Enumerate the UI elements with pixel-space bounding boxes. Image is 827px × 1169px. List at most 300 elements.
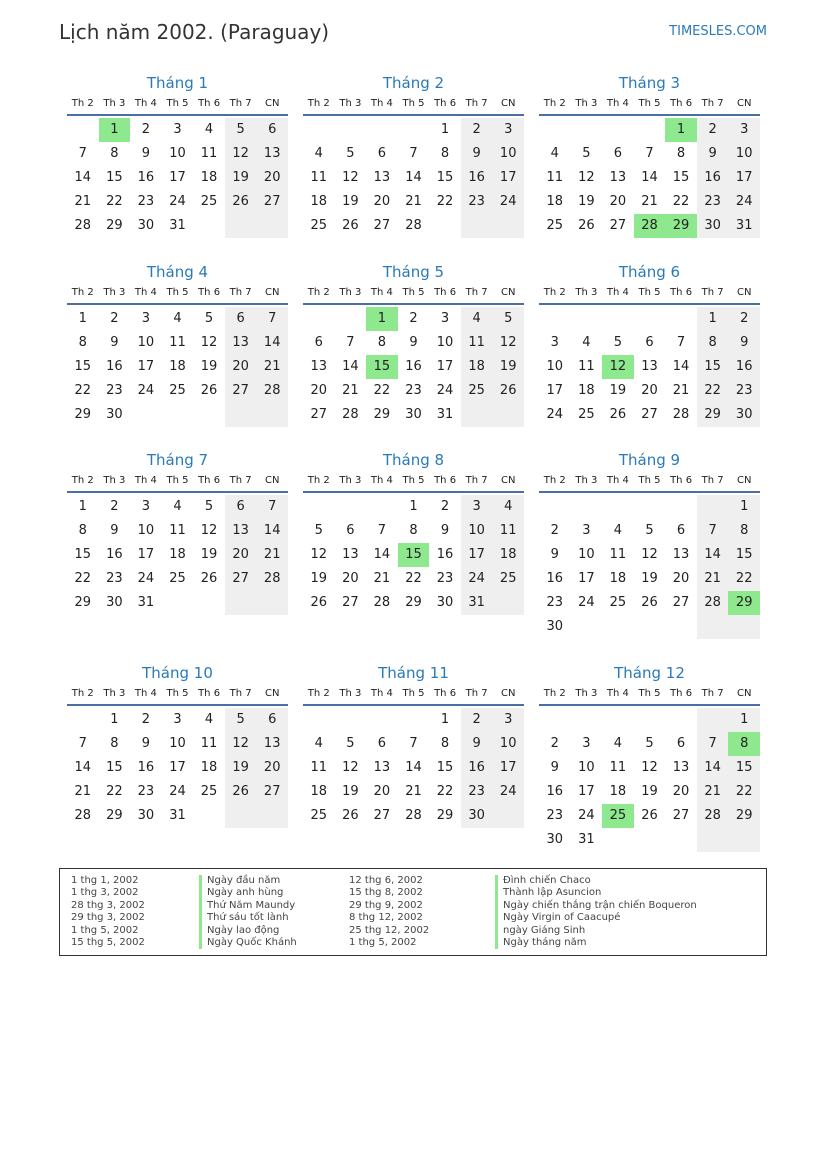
day-cell: 20 bbox=[256, 756, 288, 780]
empty-day-cell bbox=[67, 708, 99, 732]
day-cell: 28 bbox=[405, 218, 422, 233]
day-cell: 29 bbox=[74, 595, 92, 610]
legend-date: 25 thg 12, 2002 bbox=[349, 924, 430, 936]
empty-day-cell bbox=[634, 307, 666, 331]
day-cell: 5 bbox=[204, 499, 214, 514]
month-calendar bbox=[303, 261, 524, 427]
day-cell: 16 bbox=[546, 571, 564, 586]
day-cell: 5 bbox=[314, 523, 323, 538]
day-cell: 25 bbox=[169, 383, 186, 398]
day-cell: 4 bbox=[314, 146, 323, 161]
day-cell: 16 bbox=[546, 784, 564, 799]
day-cell: 26 bbox=[641, 808, 658, 823]
day-cell: 24 bbox=[436, 383, 454, 398]
day-cell: 23 bbox=[546, 808, 564, 823]
day-cell: 16 bbox=[461, 166, 493, 190]
day-cell: 17 bbox=[137, 547, 155, 562]
day-cell: 30 bbox=[697, 214, 729, 238]
day-cell: 26 bbox=[641, 595, 658, 610]
day-cell: 8 bbox=[440, 146, 450, 161]
empty-day-cell bbox=[697, 615, 729, 639]
day-cell: 4 bbox=[550, 146, 559, 161]
day-cell: 21 bbox=[256, 355, 288, 379]
month-title: Tháng 1 bbox=[146, 74, 209, 92]
day-cell: 8 bbox=[728, 519, 760, 543]
day-cell: 26 bbox=[200, 383, 218, 398]
empty-day-cell bbox=[571, 118, 603, 142]
page-title: Lịch năm 2002. (Paraguay) bbox=[59, 20, 330, 44]
day-cell: 29 bbox=[728, 804, 760, 828]
legend-date: 29 thg 3, 2002 bbox=[71, 912, 145, 924]
day-cell: 5 bbox=[346, 146, 355, 161]
day-cell: 4 bbox=[173, 311, 182, 326]
day-cell: 6 bbox=[676, 523, 686, 538]
empty-day-cell bbox=[67, 118, 99, 142]
day-cell: 21 bbox=[373, 571, 391, 586]
day-cell: 11 bbox=[200, 146, 218, 161]
day-cell: 19 bbox=[641, 571, 658, 586]
day-cell: 27 bbox=[342, 595, 359, 610]
weekday-header bbox=[539, 471, 760, 493]
day-cell: 29 bbox=[373, 407, 391, 422]
empty-day-cell bbox=[697, 495, 729, 519]
empty-day-cell bbox=[697, 828, 729, 852]
day-cell: 9 bbox=[461, 142, 493, 166]
weekday-label: Th 4 bbox=[134, 287, 157, 298]
legend-date: 29 thg 9, 2002 bbox=[349, 899, 423, 911]
day-cell: 22 bbox=[672, 194, 690, 209]
day-cell: 27 bbox=[641, 407, 658, 422]
legend-date: 1 thg 1, 2002 bbox=[71, 875, 139, 886]
legend-date: 8 thg 12, 2002 bbox=[349, 912, 423, 924]
weekday-label: Th 2 bbox=[543, 688, 566, 699]
day-cell: 20 bbox=[641, 383, 658, 398]
day-cell: 23 bbox=[436, 571, 454, 586]
day-cell: 18 bbox=[310, 194, 328, 209]
day-cell: 11 bbox=[492, 519, 524, 543]
weekday-label: Th 6 bbox=[198, 98, 221, 109]
month-calendar bbox=[303, 662, 524, 828]
empty-day-cell bbox=[225, 214, 257, 238]
day-cell: 7 bbox=[697, 519, 729, 543]
empty-day-cell bbox=[665, 495, 697, 519]
day-cell: 13 bbox=[342, 547, 359, 562]
day-cell: 31 bbox=[728, 214, 760, 238]
day-cell: 7 bbox=[256, 307, 288, 331]
day-cell: 6 bbox=[346, 523, 355, 538]
day-cell: 13 bbox=[672, 760, 690, 775]
legend-dates-col2 bbox=[349, 875, 429, 949]
day-cell: 4 bbox=[613, 736, 623, 751]
day-cell: 14 bbox=[74, 760, 92, 775]
legend-holiday-name: Ngày Quốc Khánh bbox=[199, 937, 297, 949]
weekday-label: Th 5 bbox=[402, 688, 425, 699]
day-cell: 7 bbox=[409, 736, 418, 751]
day-cell: 14 bbox=[405, 760, 422, 775]
month-title: Tháng 2 bbox=[382, 74, 445, 92]
day-cell: 26 bbox=[342, 218, 359, 233]
weekday-label: Th 5 bbox=[638, 688, 661, 699]
empty-day-cell bbox=[193, 804, 225, 828]
weekday-label: Th 3 bbox=[103, 475, 126, 486]
day-cell: 29 bbox=[74, 407, 92, 422]
weekday-label: Th 7 bbox=[465, 688, 488, 699]
weekday-label: Th 3 bbox=[103, 287, 126, 298]
day-cell: 13 bbox=[256, 142, 288, 166]
day-cell: 20 bbox=[672, 571, 690, 586]
empty-day-cell bbox=[366, 495, 398, 519]
empty-day-cell bbox=[461, 214, 493, 238]
day-cell: 8 bbox=[110, 146, 119, 161]
day-cell: 8 bbox=[409, 523, 418, 538]
day-cell: 2 bbox=[110, 311, 119, 326]
empty-day-cell bbox=[539, 495, 571, 519]
day-cell: 27 bbox=[256, 190, 288, 214]
day-cell: 28 bbox=[697, 804, 729, 828]
weekday-label: Th 3 bbox=[575, 287, 598, 298]
day-cell: 10 bbox=[137, 335, 155, 350]
day-cell: 1 bbox=[728, 495, 760, 519]
day-cell: 20 bbox=[342, 571, 359, 586]
day-cell: 17 bbox=[137, 359, 155, 374]
day-cell: 3 bbox=[492, 118, 524, 142]
month-title: Tháng 9 bbox=[618, 451, 681, 469]
day-cell: 23 bbox=[106, 383, 123, 398]
day-cell: 30 bbox=[405, 407, 422, 422]
day-cell: 12 bbox=[492, 331, 524, 355]
day-cell: 7 bbox=[676, 335, 686, 350]
empty-day-cell bbox=[256, 214, 288, 238]
weekday-header bbox=[539, 684, 760, 706]
day-cell: 18 bbox=[461, 355, 493, 379]
day-cell: 15 bbox=[672, 170, 690, 185]
weekday-label: Th 2 bbox=[543, 98, 566, 109]
weekday-header bbox=[67, 471, 288, 493]
day-cell: 28 bbox=[74, 218, 92, 233]
day-cell: 9 bbox=[110, 523, 119, 538]
day-cell: 8 bbox=[78, 523, 87, 538]
empty-day-cell bbox=[303, 118, 335, 142]
weekday-label: Th 5 bbox=[638, 475, 661, 486]
month-title: Tháng 11 bbox=[378, 664, 449, 682]
empty-day-cell bbox=[398, 708, 430, 732]
legend-holiday-name: Thành lập Asuncion bbox=[495, 887, 697, 899]
day-cell: 7 bbox=[78, 146, 87, 161]
day-cell: 2 bbox=[409, 311, 418, 326]
day-cell: 3 bbox=[582, 523, 591, 538]
day-cell: 13 bbox=[609, 170, 627, 185]
day-cell: 13 bbox=[373, 170, 391, 185]
day-cell: 17 bbox=[578, 571, 595, 586]
day-cell: 21 bbox=[697, 567, 729, 591]
weekday-header bbox=[303, 283, 524, 305]
day-cell: 30 bbox=[106, 595, 123, 610]
empty-day-cell bbox=[665, 708, 697, 732]
day-cell: 20 bbox=[310, 383, 328, 398]
day-cell: 6 bbox=[645, 335, 654, 350]
day-cell: 27 bbox=[310, 407, 328, 422]
day-cell: 12 bbox=[342, 170, 359, 185]
empty-day-cell bbox=[571, 495, 603, 519]
day-cell: 2 bbox=[141, 122, 151, 137]
empty-day-cell bbox=[193, 591, 225, 615]
day-cell: 9 bbox=[440, 523, 450, 538]
day-cell: 27 bbox=[225, 379, 257, 403]
weekday-label: CN bbox=[500, 475, 516, 486]
day-cell: 2 bbox=[697, 118, 729, 142]
legend-date: 12 thg 6, 2002 bbox=[349, 875, 423, 886]
weekday-label: Th 5 bbox=[166, 98, 189, 109]
weekday-header bbox=[303, 94, 524, 116]
day-cell: 24 bbox=[137, 383, 155, 398]
day-cell: 20 bbox=[256, 166, 288, 190]
day-cell: 10 bbox=[492, 142, 524, 166]
weekday-label: Th 4 bbox=[606, 475, 629, 486]
month-title: Tháng 3 bbox=[618, 74, 681, 92]
empty-day-cell bbox=[461, 403, 493, 427]
empty-day-cell bbox=[492, 804, 524, 828]
day-cell: 22 bbox=[74, 383, 92, 398]
empty-day-cell bbox=[634, 708, 666, 732]
empty-day-cell bbox=[634, 828, 666, 852]
weekday-label: Th 2 bbox=[307, 98, 330, 109]
days-grid bbox=[67, 307, 288, 427]
day-cell: 5 bbox=[492, 307, 524, 331]
day-cell: 1 bbox=[110, 712, 119, 727]
day-cell: 25 bbox=[310, 218, 328, 233]
day-cell: 20 bbox=[373, 194, 391, 209]
day-cell: 26 bbox=[310, 595, 328, 610]
day-cell: 27 bbox=[609, 218, 627, 233]
day-cell: 21 bbox=[342, 383, 359, 398]
day-cell: 19 bbox=[225, 756, 257, 780]
weekday-label: CN bbox=[500, 98, 516, 109]
day-cell: 27 bbox=[373, 808, 391, 823]
day-cell: 3 bbox=[173, 712, 182, 727]
day-cell: 22 bbox=[373, 383, 391, 398]
day-cell: 25 bbox=[200, 784, 218, 799]
weekday-label: Th 4 bbox=[370, 287, 393, 298]
day-cell: 22 bbox=[106, 784, 123, 799]
day-cell: 17 bbox=[546, 383, 564, 398]
month-calendar bbox=[67, 449, 288, 615]
day-cell: 13 bbox=[672, 547, 690, 562]
day-cell: 3 bbox=[141, 499, 151, 514]
day-cell: 24 bbox=[728, 190, 760, 214]
day-cell: 14 bbox=[256, 331, 288, 355]
day-cell: 30 bbox=[546, 832, 564, 847]
day-cell: 14 bbox=[342, 359, 359, 374]
day-cell: 28 bbox=[342, 407, 359, 422]
day-cell: 22 bbox=[74, 571, 92, 586]
weekday-label: CN bbox=[500, 688, 516, 699]
day-cell: 29 bbox=[405, 595, 422, 610]
day-cell: 24 bbox=[137, 571, 155, 586]
day-cell: 9 bbox=[550, 760, 559, 775]
holiday-day-cell: 29 bbox=[665, 214, 697, 238]
day-cell: 17 bbox=[492, 756, 524, 780]
empty-day-cell bbox=[665, 828, 697, 852]
weekday-label: Th 2 bbox=[71, 475, 94, 486]
day-cell: 26 bbox=[492, 379, 524, 403]
day-cell: 23 bbox=[728, 379, 760, 403]
empty-day-cell bbox=[162, 591, 194, 615]
day-cell: 19 bbox=[609, 383, 627, 398]
day-cell: 18 bbox=[169, 547, 186, 562]
empty-day-cell bbox=[303, 495, 335, 519]
day-cell: 7 bbox=[377, 523, 387, 538]
day-cell: 19 bbox=[492, 355, 524, 379]
day-cell: 25 bbox=[609, 595, 627, 610]
weekday-label: Th 3 bbox=[339, 287, 362, 298]
day-cell: 22 bbox=[436, 784, 454, 799]
day-cell: 7 bbox=[697, 732, 729, 756]
day-cell: 5 bbox=[204, 311, 214, 326]
day-cell: 21 bbox=[74, 784, 92, 799]
day-cell: 12 bbox=[200, 335, 218, 350]
day-cell: 14 bbox=[641, 170, 658, 185]
weekday-label: Th 5 bbox=[402, 475, 425, 486]
day-cell: 7 bbox=[409, 146, 418, 161]
empty-day-cell bbox=[225, 403, 257, 427]
day-cell: 6 bbox=[377, 146, 387, 161]
day-cell: 1 bbox=[440, 122, 450, 137]
site-link[interactable]: TIMESLES.COM bbox=[669, 24, 767, 39]
day-cell: 11 bbox=[578, 359, 595, 374]
holiday-day-cell: 1 bbox=[99, 118, 131, 142]
weekday-label: Th 2 bbox=[307, 688, 330, 699]
day-cell: 17 bbox=[169, 170, 186, 185]
day-cell: 12 bbox=[342, 760, 359, 775]
day-cell: 15 bbox=[436, 760, 454, 775]
day-cell: 30 bbox=[106, 407, 123, 422]
weekday-label: Th 6 bbox=[670, 475, 693, 486]
day-cell: 25 bbox=[546, 218, 564, 233]
weekday-label: Th 4 bbox=[370, 98, 393, 109]
day-cell: 14 bbox=[373, 547, 391, 562]
day-cell: 10 bbox=[137, 523, 155, 538]
legend-date: 15 thg 8, 2002 bbox=[349, 887, 423, 899]
weekday-label: Th 6 bbox=[434, 475, 457, 486]
weekday-label: Th 7 bbox=[701, 98, 724, 109]
day-cell: 20 bbox=[609, 194, 627, 209]
legend-holiday-name: Ngày Virgin of Caacupé bbox=[495, 912, 697, 924]
day-cell: 16 bbox=[106, 547, 123, 562]
empty-day-cell bbox=[539, 708, 571, 732]
day-cell: 31 bbox=[137, 595, 155, 610]
weekday-label: CN bbox=[736, 475, 752, 486]
day-cell: 9 bbox=[550, 547, 559, 562]
day-cell: 19 bbox=[578, 194, 595, 209]
empty-day-cell bbox=[303, 708, 335, 732]
month-calendar bbox=[539, 662, 760, 852]
day-cell: 1 bbox=[697, 307, 729, 331]
weekday-label: Th 7 bbox=[229, 98, 252, 109]
day-cell: 2 bbox=[141, 712, 151, 727]
weekday-header bbox=[303, 684, 524, 706]
legend-holiday-name: Thứ sáu tốt lành bbox=[199, 912, 297, 924]
weekday-label: Th 3 bbox=[575, 688, 598, 699]
day-cell: 25 bbox=[492, 567, 524, 591]
weekday-label: Th 7 bbox=[229, 287, 252, 298]
days-grid bbox=[303, 307, 524, 427]
day-cell: 25 bbox=[461, 379, 493, 403]
day-cell: 21 bbox=[641, 194, 658, 209]
day-cell: 17 bbox=[169, 760, 186, 775]
day-cell: 25 bbox=[169, 571, 186, 586]
day-cell: 3 bbox=[492, 708, 524, 732]
day-cell: 16 bbox=[436, 547, 454, 562]
day-cell: 6 bbox=[225, 495, 257, 519]
day-cell: 21 bbox=[405, 784, 422, 799]
day-cell: 13 bbox=[373, 760, 391, 775]
day-cell: 25 bbox=[310, 808, 328, 823]
day-cell: 22 bbox=[436, 194, 454, 209]
day-cell: 28 bbox=[256, 567, 288, 591]
weekday-label: Th 5 bbox=[638, 287, 661, 298]
day-cell: 1 bbox=[409, 499, 418, 514]
empty-day-cell bbox=[429, 214, 461, 238]
empty-day-cell bbox=[492, 214, 524, 238]
days-grid bbox=[67, 708, 288, 828]
day-cell: 5 bbox=[225, 118, 257, 142]
legend-holiday-name: Ngày tháng năm bbox=[495, 937, 697, 949]
day-cell: 28 bbox=[373, 595, 391, 610]
day-cell: 30 bbox=[728, 403, 760, 427]
day-cell: 13 bbox=[256, 732, 288, 756]
day-cell: 29 bbox=[106, 218, 123, 233]
weekday-label: Th 3 bbox=[339, 688, 362, 699]
days-grid bbox=[539, 708, 760, 852]
empty-day-cell bbox=[256, 804, 288, 828]
day-cell: 14 bbox=[697, 756, 729, 780]
holiday-day-cell: 1 bbox=[366, 307, 398, 331]
day-cell: 17 bbox=[461, 543, 493, 567]
weekday-label: Th 5 bbox=[402, 287, 425, 298]
day-cell: 3 bbox=[440, 311, 450, 326]
weekday-label: Th 4 bbox=[606, 688, 629, 699]
empty-day-cell bbox=[225, 804, 257, 828]
day-cell: 13 bbox=[225, 331, 257, 355]
day-cell: 9 bbox=[141, 736, 151, 751]
weekday-label: Th 4 bbox=[606, 287, 629, 298]
weekday-label: Th 6 bbox=[670, 98, 693, 109]
empty-day-cell bbox=[665, 307, 697, 331]
weekday-label: Th 6 bbox=[198, 287, 221, 298]
weekday-label: Th 4 bbox=[370, 688, 393, 699]
day-cell: 10 bbox=[169, 736, 186, 751]
empty-day-cell bbox=[634, 615, 666, 639]
days-grid bbox=[539, 495, 760, 639]
day-cell: 15 bbox=[74, 359, 92, 374]
day-cell: 24 bbox=[578, 595, 595, 610]
day-cell: 23 bbox=[697, 190, 729, 214]
day-cell: 10 bbox=[546, 359, 564, 374]
day-cell: 3 bbox=[173, 122, 182, 137]
day-cell: 25 bbox=[200, 194, 218, 209]
day-cell: 16 bbox=[405, 359, 422, 374]
day-cell: 20 bbox=[225, 543, 257, 567]
month-calendar bbox=[303, 72, 524, 238]
day-cell: 16 bbox=[728, 355, 760, 379]
day-cell: 6 bbox=[377, 736, 387, 751]
day-cell: 22 bbox=[106, 194, 123, 209]
day-cell: 1 bbox=[440, 712, 450, 727]
day-cell: 10 bbox=[461, 519, 493, 543]
weekday-label: CN bbox=[736, 688, 752, 699]
day-cell: 24 bbox=[169, 194, 186, 209]
legend-names-col2 bbox=[495, 875, 697, 949]
